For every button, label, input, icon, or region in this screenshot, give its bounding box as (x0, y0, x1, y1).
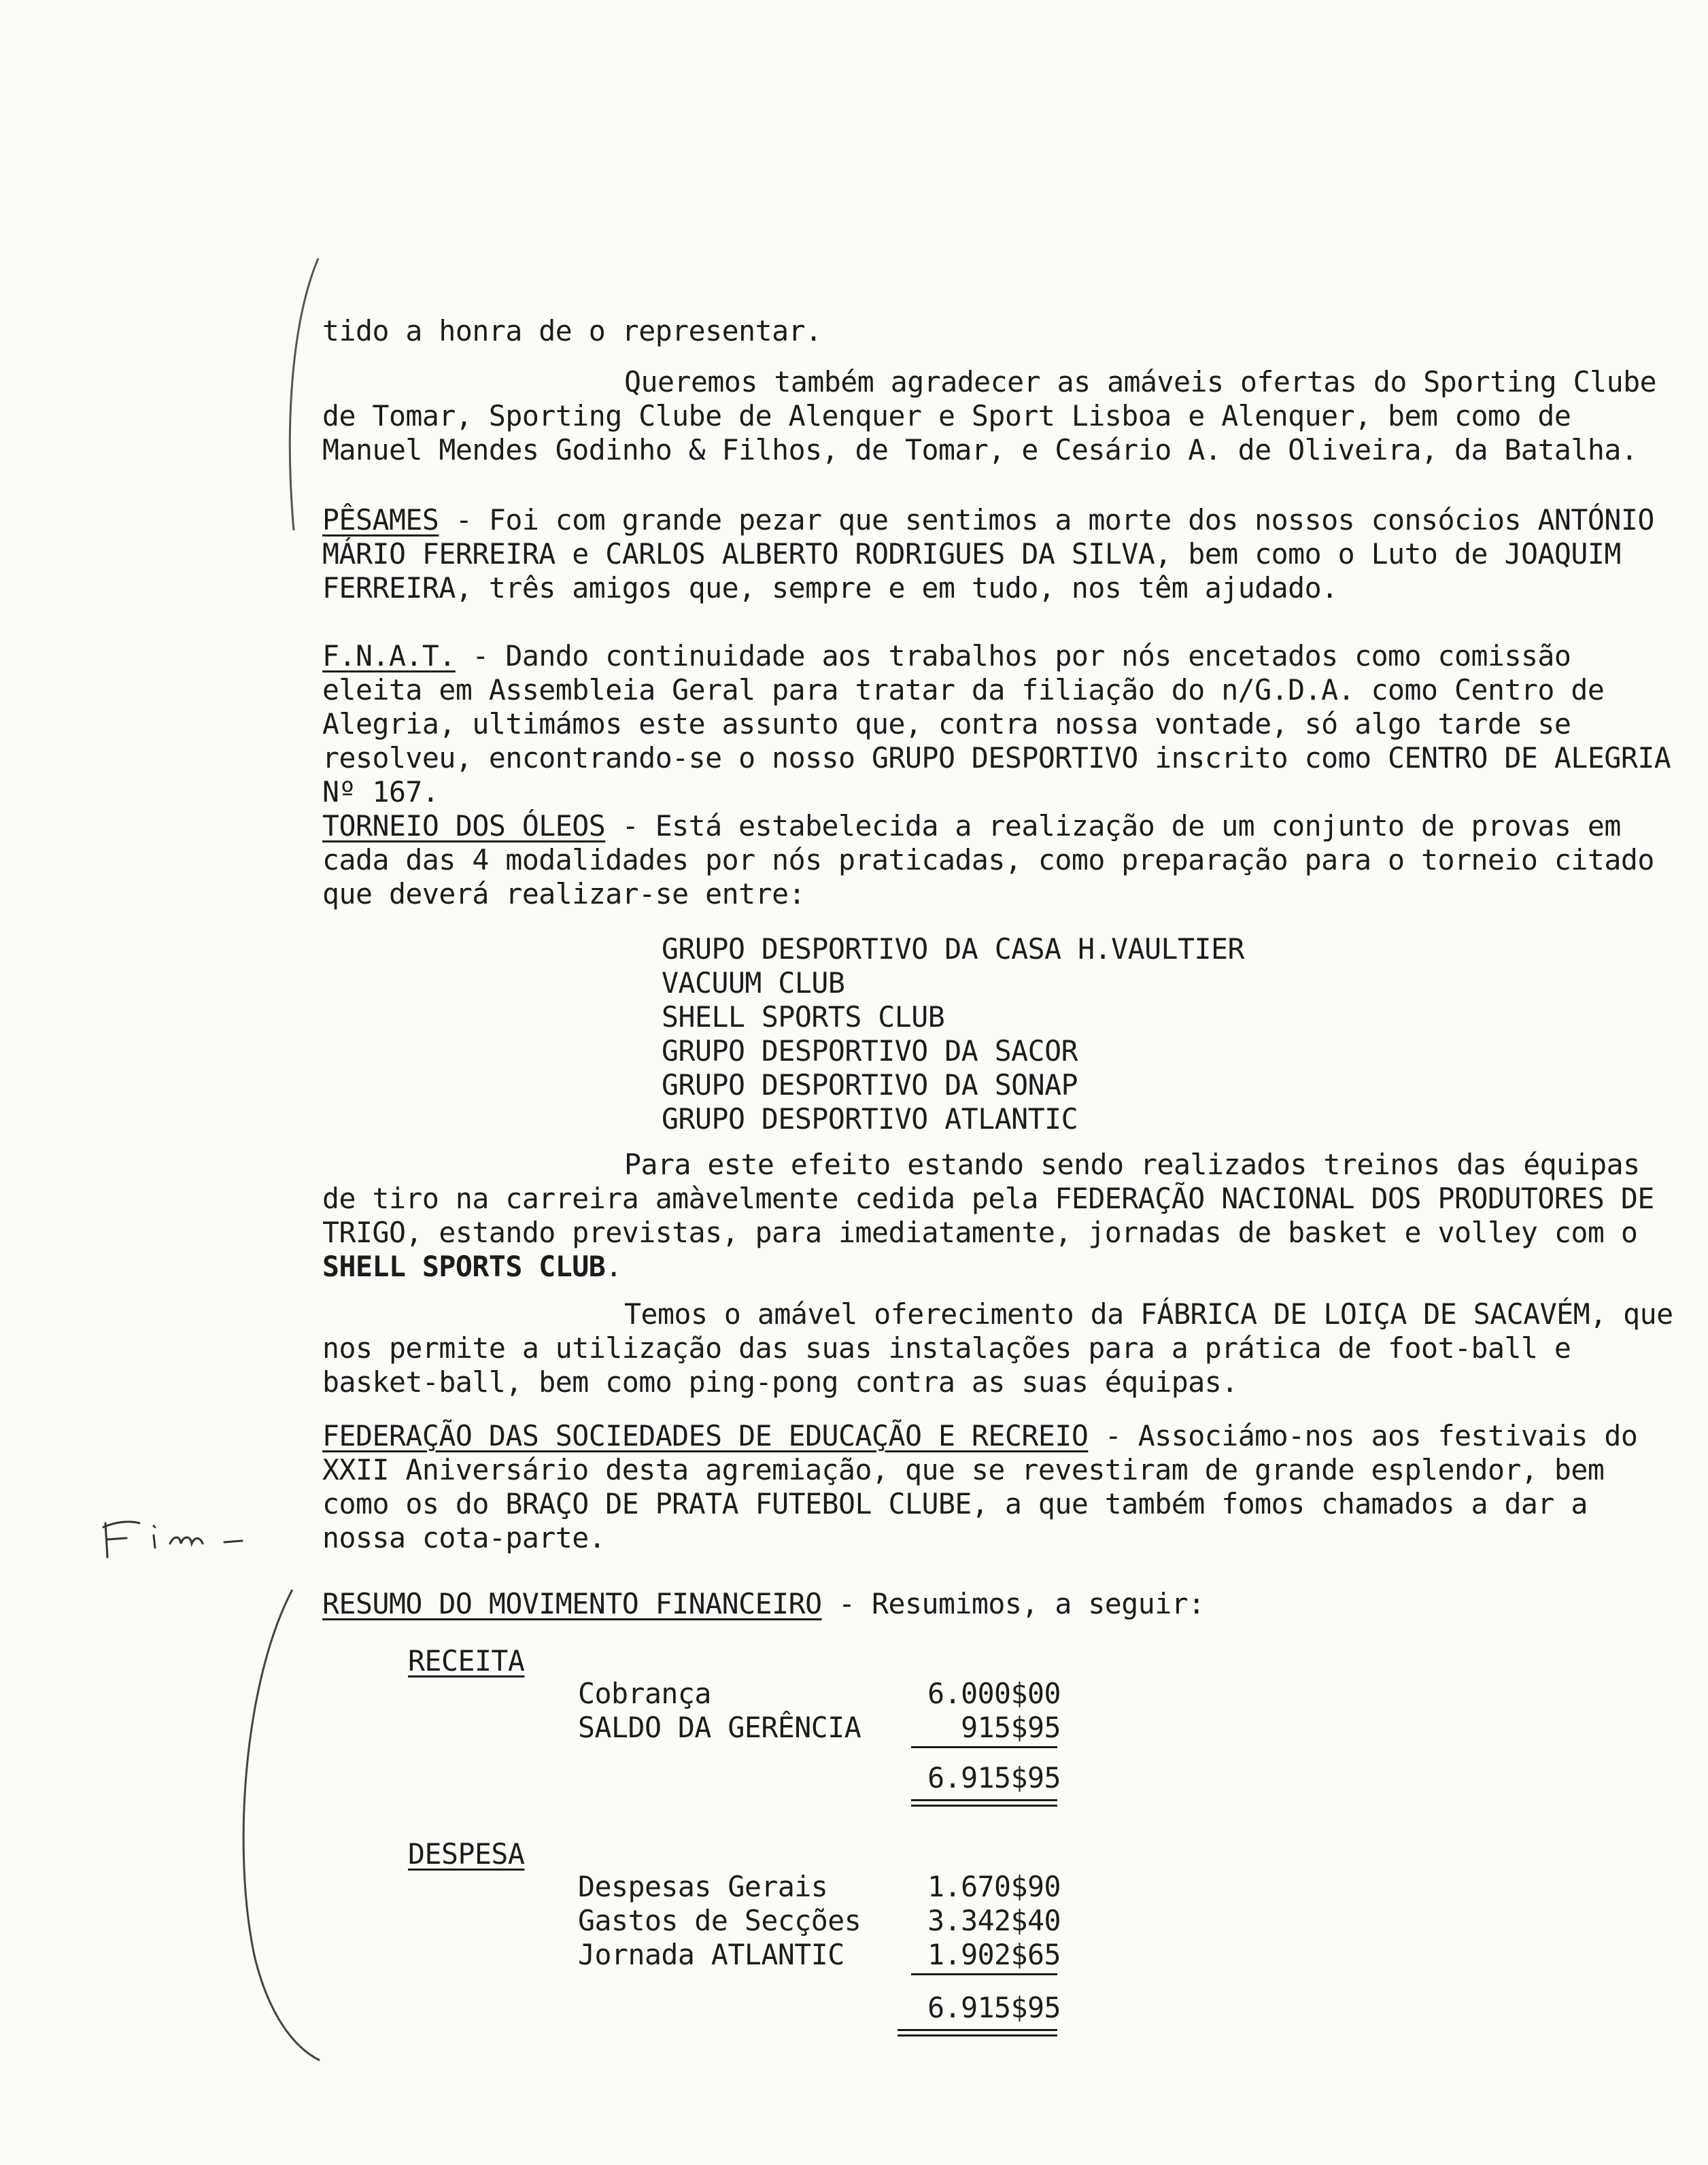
expense-subtotal-rule (911, 1973, 1057, 1975)
team-item: GRUPO DESPORTIVO DA SACOR (662, 1034, 1078, 1068)
condolences-name-1: ANTÓNIO MÁRIO FERREIRA (322, 503, 1654, 570)
tournament-heading: TORNEIO DOS ÓLEOS (322, 809, 606, 842)
expense-label: Jornada ATLANTIC (578, 1938, 844, 1971)
federation-heading: FEDERAÇÃO DAS SOCIEDADES DE EDUCAÇÃO E RECREIO (322, 1419, 1089, 1452)
expense-label: Gastos de Secções (578, 1904, 861, 1937)
revenue-total: 6.915$95 (927, 1761, 1061, 1794)
condolences-mid: , bem como o Luto de (1155, 537, 1505, 570)
team-item: GRUPO DESPORTIVO DA CASA H.VAULTIER (662, 932, 1244, 966)
finance-summary-line (322, 1587, 1679, 1621)
expense-amount: 1.902$65 (927, 1938, 1061, 1971)
thanks-paragraph: Queremos também agradecer as amáveis ofertas do Sporting Clube de Tomar, Sporting Clube de Alenquer e Sport Lisboa e Alenquer, bem como de Manuel Mendes Godinho & Filhos, de Tomar, e Cesário A. de Oliveira, da Batalha. (322, 365, 1657, 466)
intro-line: tido a honra de o representar. (322, 314, 822, 347)
factory-paragraph: Temos o amável oferecimento da FÁBRICA DE LOIÇA DE SACAVÉM, que nos permite a utilização das suas instalações para a prática de foot-ball e basket-ball, bem como ping-pong contra as suas équipas. (322, 1297, 1673, 1399)
team-item: SHELL SPORTS CLUB (662, 1000, 945, 1034)
fnat-text: - Dando continuidade aos trabalhos por nós encetados como comissão eleita em Assembleia Geral para tratar da filiação do n/G.D.A. como Centro de Alegria, ultimámos este assunto que, contra nossa vontade, só algo tarde se resolveu, encontrando-se o nosso GRUPO DESPORTIVO inscrito como CENTRO DE ALEGRIA Nº 167. (322, 639, 1671, 808)
margin-bracket-bottom (243, 1590, 320, 2060)
revenue-title-text: RECEITA (408, 1644, 525, 1677)
fnat-paragraph (322, 639, 1679, 809)
revenue-label: Cobrança (578, 1677, 711, 1710)
margin-bracket-top (290, 258, 318, 530)
condolences-paragraph (322, 503, 1679, 605)
expense-amount: 1.670$90 (927, 1870, 1061, 1903)
federation-text: - Associámo-nos aos festivais do XXII Aniversário desta agremiação, que se revestiram de grande esplendor, bem como os do BRAÇO DE PRATA FUTEBOL CLUBE, a que também fomos chamados a dar a nossa cota-parte. (322, 1419, 1638, 1554)
expense-title-text: DESPESA (408, 1837, 525, 1871)
training-text: Para este efeito estando sendo realizados treinos das équipas de tiro na carreira amàvelmente cedida pela FEDERAÇÃO NACIONAL DOS PRODUTORES DE TRIGO, estando previstas, para imediatamente, jornadas de basket e volley com o (322, 1148, 1654, 1249)
revenue-label: SALDO DA GERÊNCIA (578, 1711, 861, 1744)
handwritten-fim-signature (103, 1522, 242, 1557)
federation-paragraph (322, 1419, 1679, 1555)
condolences-end: , três amigos que, sempre e em tudo, nos têm ajudado. (455, 571, 1338, 604)
condolences-text: - Foi com grande pezar que sentimos a morte dos nossos consócios (439, 503, 1538, 536)
expense-total-rule (898, 2034, 1057, 2036)
training-paragraph (322, 1148, 1679, 1284)
finance-summary-text: - Resumimos, a seguir: (821, 1587, 1205, 1620)
tournament-text: - Está estabelecida a realização de um conjunto de provas em cada das 4 modalidades por nós praticadas, como preparação para o torneio citado que deverá realizar-se entre: (322, 809, 1654, 910)
tournament-paragraph (322, 809, 1679, 911)
revenue-title (408, 1644, 524, 1678)
revenue-total-rule (911, 1799, 1057, 1801)
training-club: SHELL SPORTS CLUB (322, 1250, 606, 1283)
expense-title (408, 1837, 524, 1871)
revenue-amount: 6.000$00 (927, 1677, 1061, 1710)
expense-amount: 3.342$40 (927, 1904, 1061, 1937)
condolences-and: e (555, 537, 606, 570)
finance-summary-heading: RESUMO DO MOVIMENTO FINANCEIRO (322, 1587, 822, 1620)
expense-total-rule (898, 2029, 1057, 2031)
condolences-heading: PÊSAMES (322, 503, 439, 536)
fnat-heading: F.N.A.T. (322, 639, 456, 672)
team-item: VACUUM CLUB (662, 966, 845, 1000)
revenue-amount: 915$95 (961, 1711, 1061, 1744)
training-end: . (605, 1250, 622, 1283)
expense-label: Despesas Gerais (578, 1870, 828, 1903)
expense-total: 6.915$95 (927, 1991, 1061, 2024)
revenue-subtotal-rule (911, 1746, 1057, 1748)
condolences-name-2: CARLOS ALBERTO RODRIGUES DA SILVA (605, 537, 1155, 570)
team-item: GRUPO DESPORTIVO ATLANTIC (662, 1102, 1078, 1136)
team-item: GRUPO DESPORTIVO DA SONAP (662, 1068, 1078, 1102)
team-list (662, 932, 1244, 1136)
condolences-name-3: JOAQUIM FERREIRA (322, 537, 1621, 604)
revenue-total-rule (911, 1805, 1057, 1807)
